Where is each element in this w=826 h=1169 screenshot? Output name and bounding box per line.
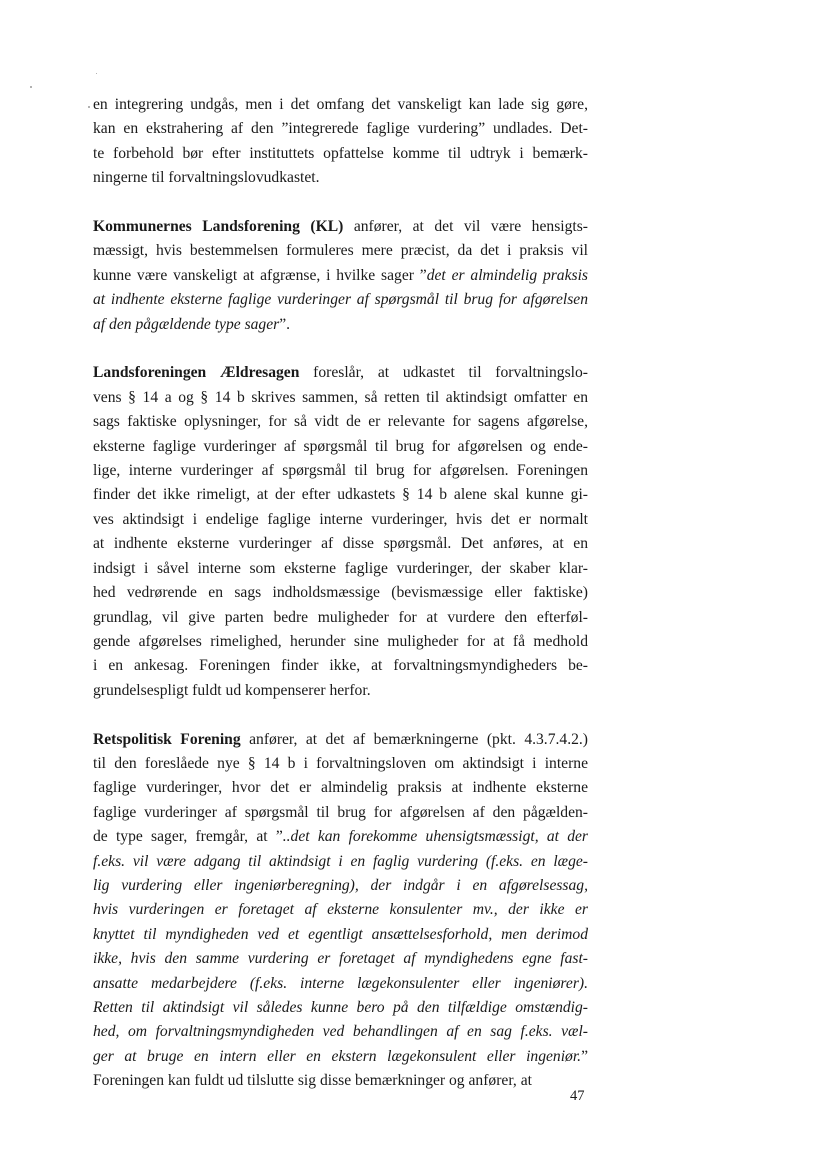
text-line xyxy=(93,410,588,434)
paragraph xyxy=(93,728,588,1094)
text-line xyxy=(93,776,588,800)
text-line xyxy=(93,679,588,703)
text-run: til den foreslåede nye § 14 b i forvaltningsloven om aktindsigt i interne xyxy=(93,754,588,772)
text-run: sags faktiske oplysninger, for så vidt de er relevante for sagens afgørelse, xyxy=(93,413,588,431)
text-line xyxy=(93,972,588,996)
paragraph xyxy=(93,93,588,191)
bold-run: Landsforeningen Ældresagen xyxy=(93,364,300,382)
italic-run: af den pågældende type sager xyxy=(93,315,280,333)
text-run: lige, interne vurderinger af spørgsmål til brug for afgørelsen. Foreningen xyxy=(93,462,588,480)
text-run: kan en ekstrahering af den ”integrerede faglige vurdering” undlades. Det- xyxy=(93,120,588,138)
text-line xyxy=(93,166,588,190)
text-run: hed vedrørende en sags indholdsmæssige (bevismæssige eller faktiske) xyxy=(93,584,588,602)
text-line xyxy=(93,239,588,263)
text-line xyxy=(93,117,588,141)
text-run: foreslår, at udkastet til forvaltningslo- xyxy=(299,364,588,382)
italic-run: at indhente eksterne faglige vurderinger af spørgsmål til brug for afgørelsen xyxy=(93,291,588,309)
paragraph xyxy=(93,215,588,337)
text-line xyxy=(93,264,588,288)
text-line xyxy=(93,898,588,922)
text-line xyxy=(93,508,588,532)
text-run: Foreningen kan fuldt ud tilslutte sig disse bemærkninger og anfører, at xyxy=(93,1072,532,1090)
text-run: kunne være vanskeligt at afgrænse, i hvilke sager ” xyxy=(93,266,427,284)
italic-run: ..det kan forekomme uhensigtsmæssigt, at der xyxy=(282,828,589,846)
text-line xyxy=(93,288,588,312)
text-run: ningerne til forvaltningslovudkastet. xyxy=(93,169,320,187)
text-line xyxy=(93,361,588,385)
scan-speck xyxy=(96,73,97,74)
text-line xyxy=(93,728,588,752)
text-line xyxy=(93,1069,588,1093)
text-run: en integrering undgås, men i det omfang det vanskeligt kan lade sig gøre, xyxy=(93,96,588,113)
text-run: te forbehold bør efter instituttets opfattelse komme til udtryk i bemærk- xyxy=(93,144,588,162)
italic-run: det er almindelig praksis xyxy=(426,266,588,284)
text-line xyxy=(93,386,588,410)
text-run: mæssigt, hvis bestemmelsen formuleres mere præcist, da det i praksis vil xyxy=(93,242,588,260)
italic-run: Retten til aktindsigt vil således kunne bero på den tilfældige omstændig- xyxy=(93,998,588,1016)
italic-run: ansatte medarbejdere (f.eks. interne lægekonsulenter eller ingeniører). xyxy=(93,974,588,992)
bold-run: Kommunernes Landsforening (KL) xyxy=(93,218,344,236)
italic-run: ger at bruge en intern eller en ekstern lægekonsulent eller ingeniør. xyxy=(93,1047,582,1065)
text-line xyxy=(93,557,588,581)
text-line xyxy=(93,215,588,239)
italic-run: lig vurdering eller ingeniørberegning), der indgår i en afgørelsessag, xyxy=(93,876,588,894)
italic-run: f.eks. vil være adgang til aktindsigt i en faglig vurdering (f.eks. en læge- xyxy=(93,852,588,870)
text-line xyxy=(93,654,588,678)
text-line xyxy=(93,923,588,947)
text-line xyxy=(93,606,588,630)
italic-run: hed, om forvaltningsmyndigheden ved behandlingen af en sag f.eks. væl- xyxy=(93,1023,588,1041)
text-run: ves aktindsigt i endelige faglige interne vurderinger, hvis det er normalt xyxy=(93,510,588,528)
text-line xyxy=(93,142,588,166)
text-run: grundelsespligt fuldt ud kompenserer herfor. xyxy=(93,681,371,699)
italic-run: knyttet til myndigheden ved et egentligt ansættelsesforhold, men derimod xyxy=(93,925,588,943)
text-line xyxy=(93,313,588,337)
bold-run: Retspolitisk Forening xyxy=(93,730,241,748)
text-line xyxy=(93,874,588,898)
text-line xyxy=(93,752,588,776)
paragraph xyxy=(93,361,588,703)
text-line xyxy=(93,630,588,654)
text-run: faglige vurderinger af spørgsmål til brug for afgørelsen af den pågælden- xyxy=(93,803,588,821)
text-line xyxy=(93,801,588,825)
text-line xyxy=(93,435,588,459)
italic-run: ikke, hvis den samme vurdering er foretaget af myndighedens egne fast- xyxy=(93,950,588,968)
text-line xyxy=(93,532,588,556)
text-run: indsigt i såvel interne som eksterne faglige vurderinger, der skaber klar- xyxy=(93,559,588,577)
text-run: ”. xyxy=(279,315,291,333)
italic-run: hvis vurderingen er foretaget af eksterne konsulenter mv., der ikke er xyxy=(93,901,588,919)
text-run: i en ankesag. Foreningen finder ikke, at forvaltningsmyndigheders be- xyxy=(93,657,588,675)
text-line xyxy=(93,483,588,507)
text-run: vens § 14 a og § 14 b skrives sammen, så retten til aktindsigt omfatter en xyxy=(93,388,588,406)
scan-speck xyxy=(30,86,32,88)
text-line xyxy=(93,459,588,483)
text-run: anfører, at det vil være hensigts- xyxy=(343,218,588,236)
text-run: grundlag, vil give parten bedre muligheder for at vurdere den efterføl- xyxy=(93,608,588,626)
text-run: eksterne faglige vurderinger af spørgsmål til brug for afgørelsen og ende- xyxy=(93,437,588,455)
scan-speck xyxy=(88,106,90,108)
text-line xyxy=(93,1020,588,1044)
page-number: 47 xyxy=(570,1088,585,1104)
text-line xyxy=(93,850,588,874)
text-run: anfører, at det af bemærkningerne (pkt. 4.3.7.4.2.) xyxy=(240,730,588,748)
body-text xyxy=(93,93,588,1118)
text-run: faglige vurderinger, hvor det er almindelig praksis at indhente eksterne xyxy=(93,779,588,797)
text-run: finder det ikke rimeligt, at der efter udkastets § 14 b alene skal kunne gi- xyxy=(93,486,588,504)
text-run: at indhente eksterne vurderinger af disse spørgsmål. Det anføres, at en xyxy=(93,535,588,553)
text-line xyxy=(93,947,588,971)
text-run: gende afgørelses rimelighed, herunder sine muligheder for at få medhold xyxy=(93,632,588,650)
text-run: de type sager, fremgår, at ” xyxy=(93,828,283,846)
text-run: ” xyxy=(581,1047,588,1065)
text-line xyxy=(93,581,588,605)
text-line xyxy=(93,825,588,849)
text-line xyxy=(93,996,588,1020)
text-line xyxy=(93,93,588,117)
text-line xyxy=(93,1045,588,1069)
